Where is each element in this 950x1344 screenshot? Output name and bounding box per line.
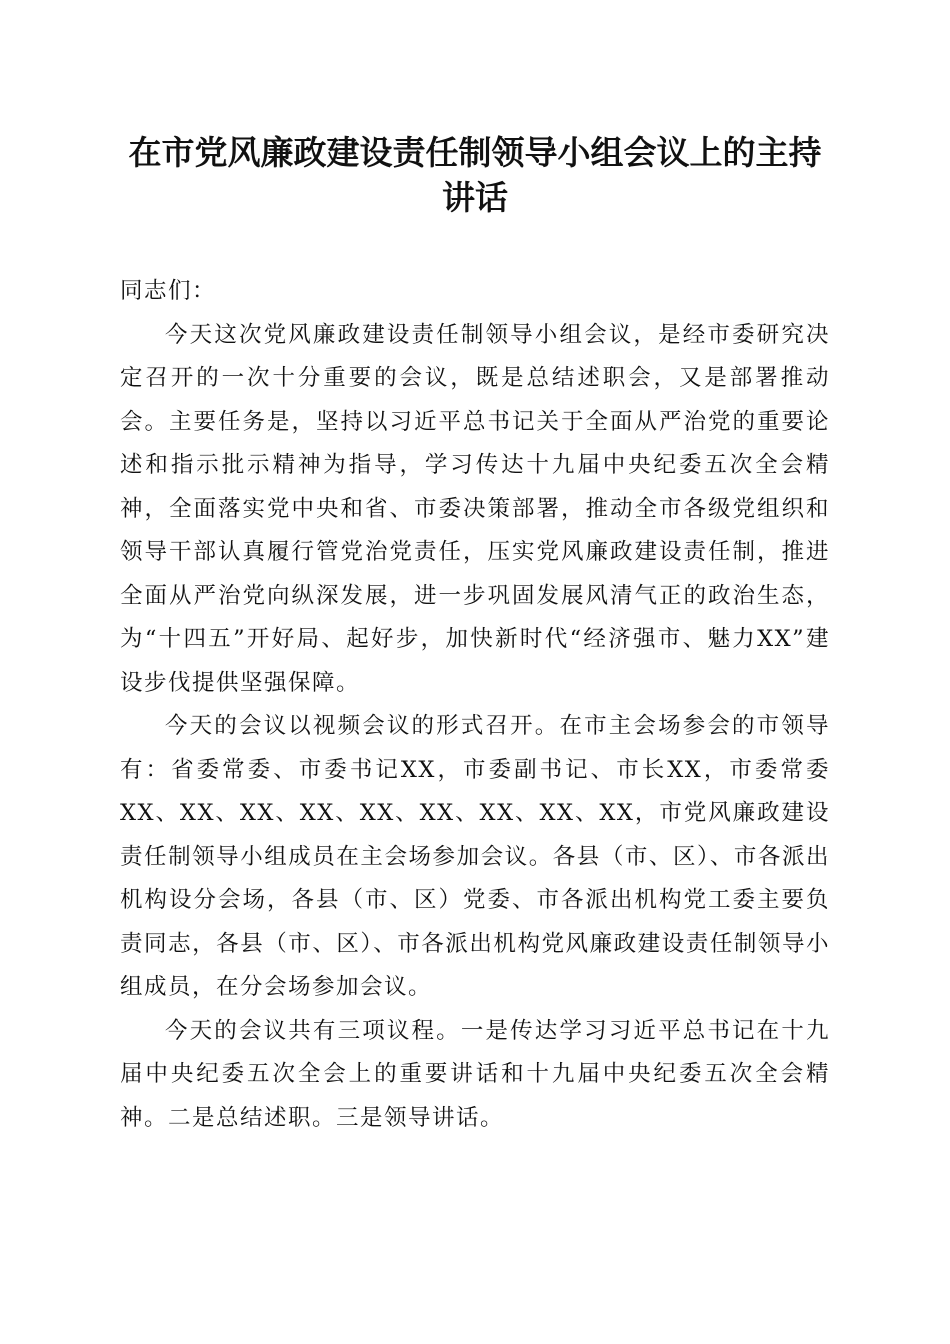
document-page	[120, 130, 830, 1140]
paragraph-1: 今天这次党风廉政建设责任制领导小组会议，是经市委研究决定召开的一次十分重要的会议，既是总结述职会，又是部署推动会。主要任务是，坚持以习近平总书记关于全面从严治党的重要论述和指示批示精神为指导，学习传达十九届中央纪委五次全会精神，全面落实党中央和省、市委决策部署，推动全市各级党组织和领导干部认真履行管党治党责任，压实党风廉政建设责任制，推进全面从严治党向纵深发展，进一步巩固发展风清气正的政治生态，为“十四五”开好局、起好步，加快新时代“经济强市、魅力XX”建设步伐提供坚强保障。	[120, 321, 830, 696]
salutation: 同志们：	[120, 278, 217, 304]
document-title: 在市党风廉政建设责任制领导小组会议上的主持讲话	[128, 133, 822, 217]
paragraph-3: 今天的会议共有三项议程。一是传达学习习近平总书记在十九届中央纪委五次全会上的重要讲话和十九届中央纪委五次全会精神。二是总结述职。三是领导讲话。	[120, 1017, 830, 1131]
paragraph-2: 今天的会议以视频会议的形式召开。在市主会场参会的市领导有：省委常委、市委书记XX，市委副书记、市长XX，市委常委XX、XX、XX、XX、XX、XX、XX、XX、XX，市党风廉政建设责任制领导小组成员在主会场参加会议。各县（市、区）、市各派出机构设分会场，各县（市、区）党委、市各派出机构党工委主要负责同志，各县（市、区）、市各派出机构党风廉政建设责任制领导小组成员，在分会场参加会议。	[120, 713, 830, 1000]
